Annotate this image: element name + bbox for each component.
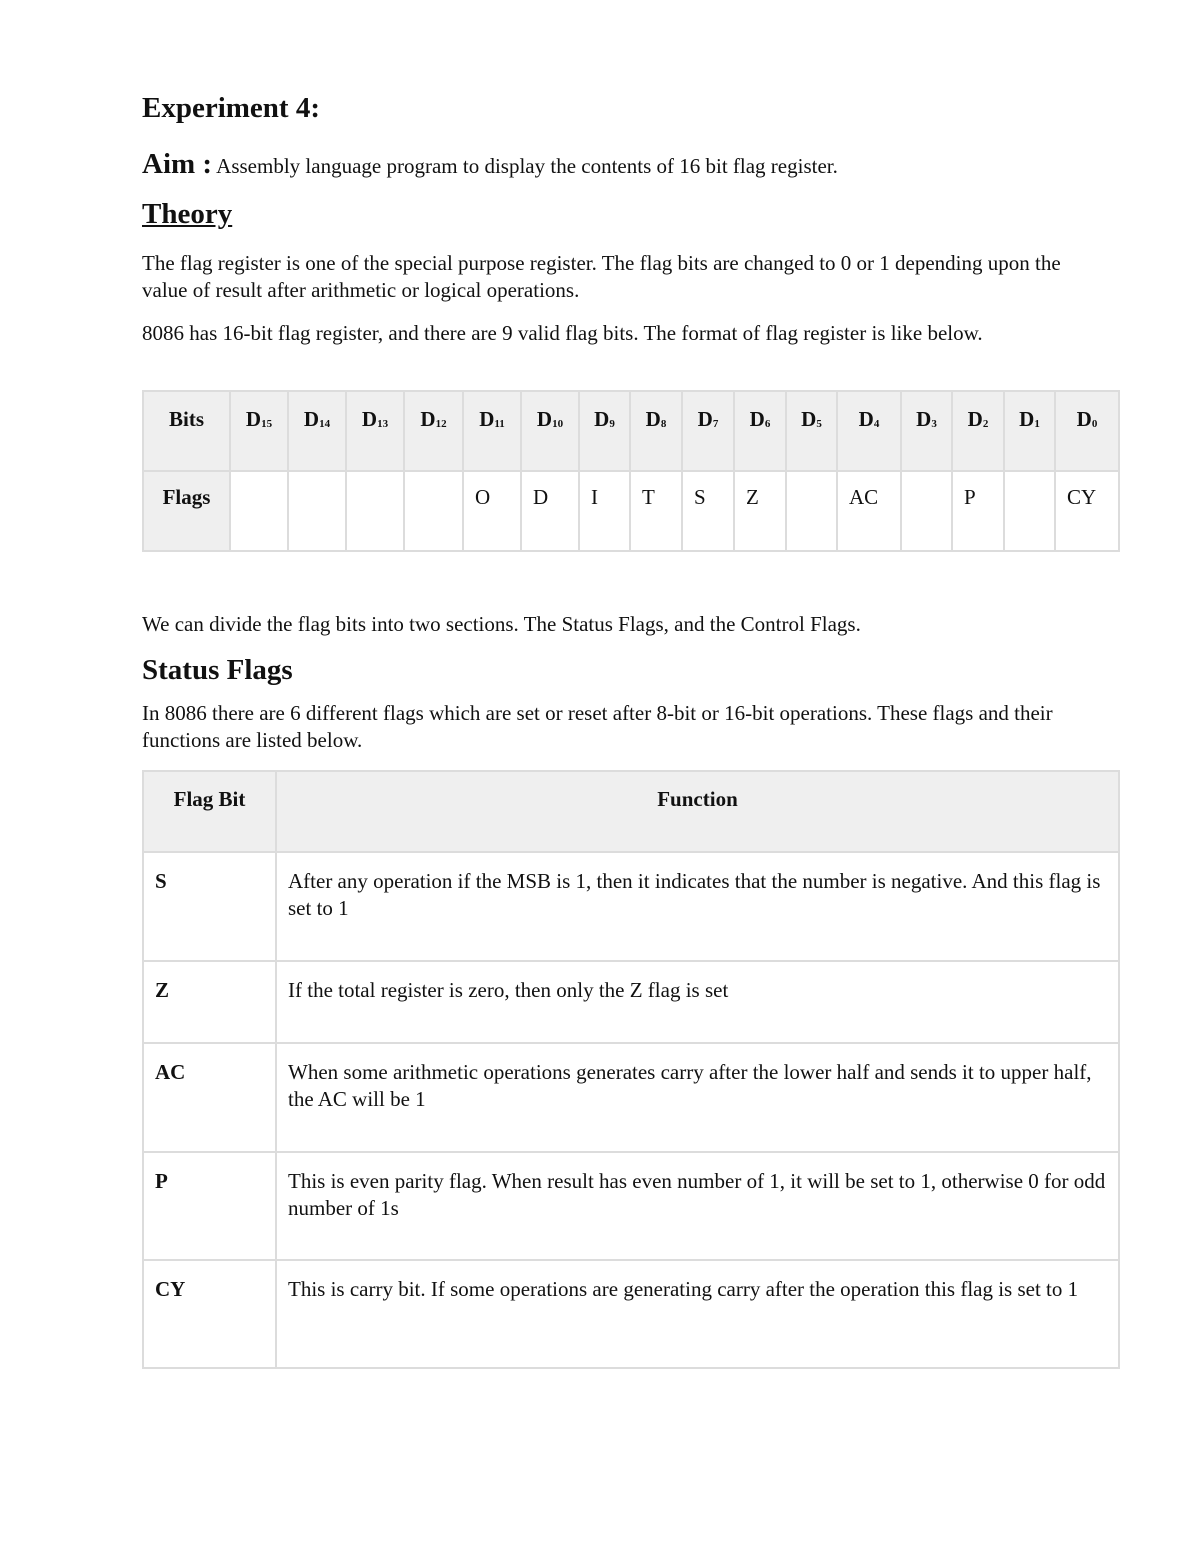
table-row xyxy=(143,1260,1119,1368)
divide-paragraph: We can divide the flag bits into two sections. The Status Flags, and the Control Flags. xyxy=(142,612,861,636)
bit-index: 0 xyxy=(1091,418,1098,430)
flag-value-cell: S xyxy=(682,471,734,551)
bit-header-cell xyxy=(230,391,288,471)
bit-letter: D xyxy=(916,407,932,431)
function-cell: This is even parity flag. When result has even number of 1, it will be set to 1, otherwise 0 for odd number of 1s xyxy=(276,1152,1119,1260)
status-flags-table xyxy=(142,770,1120,1369)
bit-index: 6 xyxy=(764,418,771,430)
bit-letter: D xyxy=(1076,407,1092,431)
bit-letter: D xyxy=(967,407,983,431)
flag-value-cell: D xyxy=(521,471,579,551)
status-flags-header-row xyxy=(143,771,1119,852)
bit-header-cell xyxy=(630,391,682,471)
flag-value-cell: O xyxy=(463,471,521,551)
theory-paragraph-1: The flag register is one of the special purpose register. The flag bits are changed to 0 or 1 depending upon the value of result after arithmetic or logical operations. xyxy=(142,251,1061,302)
flag-value-cell: AC xyxy=(837,471,901,551)
status-flags-paragraph: In 8086 there are 6 different flags which are set or reset after 8-bit or 16-bit operations. These flags and their functions are listed below. xyxy=(142,701,1053,752)
bit-header-cell xyxy=(682,391,734,471)
bit-header-cell xyxy=(1004,391,1055,471)
bit-index: 9 xyxy=(609,418,615,430)
flag-value-cell xyxy=(901,471,952,551)
bit-letter: D xyxy=(245,407,262,431)
flag-value-cell xyxy=(786,471,837,551)
bit-header-cell xyxy=(346,391,404,471)
bit-letter: D xyxy=(749,407,765,431)
bit-letter: D xyxy=(594,407,610,431)
bit-index: 15 xyxy=(261,418,273,430)
flag-value-cell: P xyxy=(952,471,1004,551)
function-cell: When some arithmetic operations generates carry after the lower half and sends it to upper half, the AC will be 1 xyxy=(276,1043,1119,1152)
bit-index: 7 xyxy=(712,418,719,430)
bit-letter: D xyxy=(697,407,713,431)
bit-letter: D xyxy=(536,407,553,431)
bit-index: 4 xyxy=(873,418,880,430)
experiment-title: Experiment 4: xyxy=(142,92,320,124)
bit-letter: D xyxy=(1019,407,1035,431)
theory-paragraph-2: 8086 has 16-bit flag register, and there are 9 valid flag bits. The format of flag register is like below. xyxy=(142,321,983,345)
flag-value-cell xyxy=(1004,471,1055,551)
flags-row-label: Flags xyxy=(143,471,230,551)
theory-heading: Theory xyxy=(142,198,233,230)
table-row xyxy=(143,1043,1119,1152)
table-row xyxy=(143,852,1119,961)
flag-bit-cell: AC xyxy=(143,1043,276,1152)
flag-value-cell xyxy=(346,471,404,551)
bit-letter: D xyxy=(645,407,661,431)
flag-value-cell: Z xyxy=(734,471,786,551)
bit-header-cell xyxy=(288,391,346,471)
bit-index: 2 xyxy=(982,418,989,430)
bit-index: 5 xyxy=(816,418,822,430)
bit-header-cell xyxy=(463,391,521,471)
flag-bit-cell: CY xyxy=(143,1260,276,1368)
bit-header-cell xyxy=(579,391,630,471)
bit-header-cell xyxy=(734,391,786,471)
flag-value-cell: T xyxy=(630,471,682,551)
bit-index: 8 xyxy=(660,418,667,430)
bit-letter: D xyxy=(420,407,436,431)
flag-value-cell xyxy=(288,471,346,551)
bit-index: 1 xyxy=(1034,418,1040,430)
function-cell: If the total register is zero, then only the Z flag is set xyxy=(276,961,1119,1043)
bit-letter: D xyxy=(479,407,495,431)
table-row xyxy=(143,961,1119,1043)
bit-index: 13 xyxy=(377,418,389,430)
bit-index: 11 xyxy=(494,418,505,430)
aim-text: Assembly language program to display the contents of 16 bit flag register. xyxy=(212,154,838,178)
aim-line xyxy=(142,148,838,181)
flag-bit-cell: P xyxy=(143,1152,276,1260)
bit-index: 10 xyxy=(552,418,564,430)
bit-header-cell xyxy=(952,391,1004,471)
bit-letter: D xyxy=(801,407,817,431)
flags-row xyxy=(143,471,1119,551)
status-flags-heading: Status Flags xyxy=(142,654,293,686)
flag-bit-cell: Z xyxy=(143,961,276,1043)
bit-header-cell xyxy=(404,391,463,471)
bit-index: 3 xyxy=(931,418,937,430)
bit-index: 12 xyxy=(435,418,447,430)
aim-label: Aim : xyxy=(142,148,213,180)
bit-letter: D xyxy=(303,407,320,431)
bit-header-cell xyxy=(837,391,901,471)
bit-header-cell xyxy=(521,391,579,471)
function-column-header: Function xyxy=(276,771,1119,852)
bits-row xyxy=(143,391,1119,471)
bits-row-label: Bits xyxy=(143,391,230,471)
flag-bit-column-header: Flag Bit xyxy=(143,771,276,852)
table-row xyxy=(143,1152,1119,1260)
flag-register-bits-table xyxy=(142,390,1120,552)
bit-letter: D xyxy=(361,407,378,431)
flag-value-cell: CY xyxy=(1055,471,1119,551)
flag-value-cell xyxy=(404,471,463,551)
bit-header-cell xyxy=(786,391,837,471)
flag-value-cell: I xyxy=(579,471,630,551)
bit-letter: D xyxy=(858,407,874,431)
bit-header-cell xyxy=(1055,391,1119,471)
flag-value-cell xyxy=(230,471,288,551)
flag-bit-cell: S xyxy=(143,852,276,961)
function-cell: After any operation if the MSB is 1, then it indicates that the number is negative. And this flag is set to 1 xyxy=(276,852,1119,961)
bit-header-cell xyxy=(901,391,952,471)
bit-index: 14 xyxy=(319,418,331,430)
function-cell: This is carry bit. If some operations are generating carry after the operation this flag is set to 1 xyxy=(276,1260,1119,1368)
